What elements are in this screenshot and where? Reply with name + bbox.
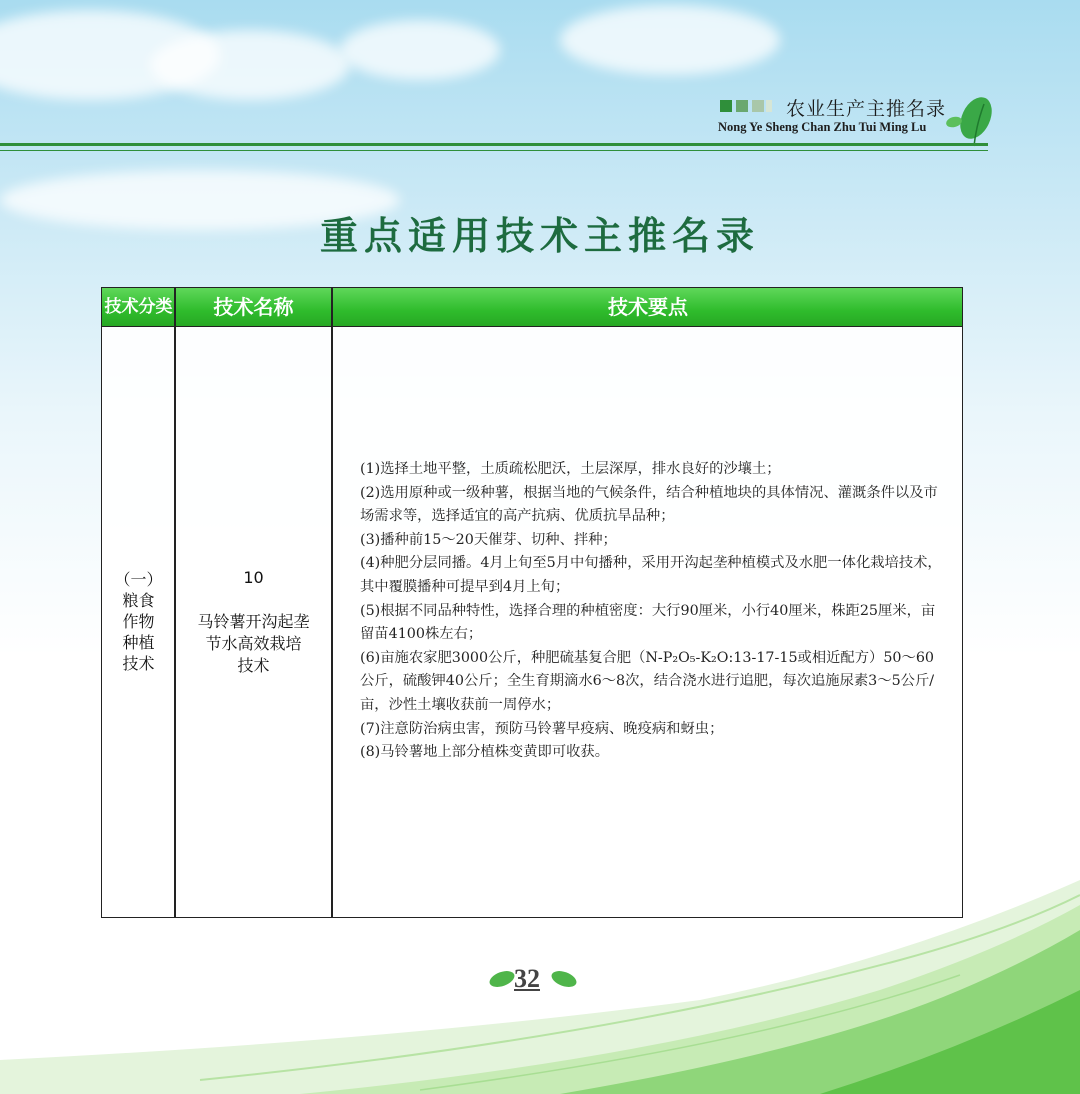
header-category: 技术分类	[104, 297, 173, 317]
header-square-dark	[720, 100, 732, 112]
point-item: (8)马铃薯地上部分植株变黄即可收获。	[360, 744, 609, 761]
tech-name-cell	[176, 326, 331, 917]
point-item: (5)根据不同品种特性，选择合理的种植密度：大行90厘米，小行40厘米，株距25厘米，亩留苗4100株左右；	[360, 602, 936, 643]
header-tech-points: 技术要点	[608, 295, 688, 319]
tech-name-line: 技术	[237, 655, 270, 675]
tech-name-line: 马铃薯开沟起垄	[197, 611, 310, 631]
table-header	[102, 288, 962, 327]
page-number-leaf-right-icon	[550, 968, 578, 990]
category-line: 作物	[122, 612, 155, 631]
category-line: 技术	[122, 654, 155, 673]
header-title: 农业生产主推名录	[786, 98, 947, 120]
tech-table	[101, 287, 963, 918]
point-item: (6)亩施农家肥3000公斤，种肥硫基复合肥（N-P₂O₅-K₂O:13-17-15或相近配方）50～60公斤，硫酸钾40公斤；全生育期滴水6～8次，结合浇水进行追肥，每次追施尿素3～5公斤/亩，沙性土壤收获前一周停水；	[360, 649, 935, 713]
point-item: (4)种肥分层同播。4月上旬至5月中旬播种，采用开沟起垄种植模式及水肥一体化栽培技术，其中覆膜播种可提早到4月上旬；	[360, 555, 942, 595]
header-square-mid	[736, 100, 748, 112]
page-number-leaf-left-icon	[488, 968, 516, 990]
page-title: 重点适用技术主推名录	[319, 214, 760, 258]
category-index: （一）	[114, 570, 163, 589]
header-rule-thin	[0, 150, 988, 151]
point-item: (2)选用原种或一级种薯，根据当地的气候条件，结合种植地块的具体情况、灌溉条件以及市场需求等，选择适宜的高产抗病、优质抗旱品种；	[360, 484, 938, 525]
point-item: (1)选择土地平整，土质疏松肥沃，土层深厚，排水良好的沙壤土；	[360, 461, 781, 477]
header-subtitle: Nong Ye Sheng Chan Zhu Tui Ming Lu	[718, 120, 927, 134]
category-line: 粮食	[122, 591, 155, 610]
column-divider	[331, 288, 333, 917]
header-tech-name: 技术名称	[213, 295, 294, 319]
page-number: 32	[514, 964, 540, 993]
point-item: (7)注意防治病虫害，预防马铃薯早疫病、晚疫病和蚜虫；	[360, 720, 724, 737]
header-square-light	[752, 100, 764, 112]
point-item: (3)播种前15～20天催芽、切种、拌种；	[360, 531, 617, 548]
category-line: 种植	[122, 633, 155, 652]
header-square-pale	[766, 100, 772, 112]
category-cell	[102, 326, 175, 917]
tech-points-cell	[360, 458, 945, 765]
tech-name-line: 节水高效栽培	[205, 633, 302, 653]
tech-number: 10	[243, 567, 264, 587]
header-rule	[0, 143, 988, 146]
